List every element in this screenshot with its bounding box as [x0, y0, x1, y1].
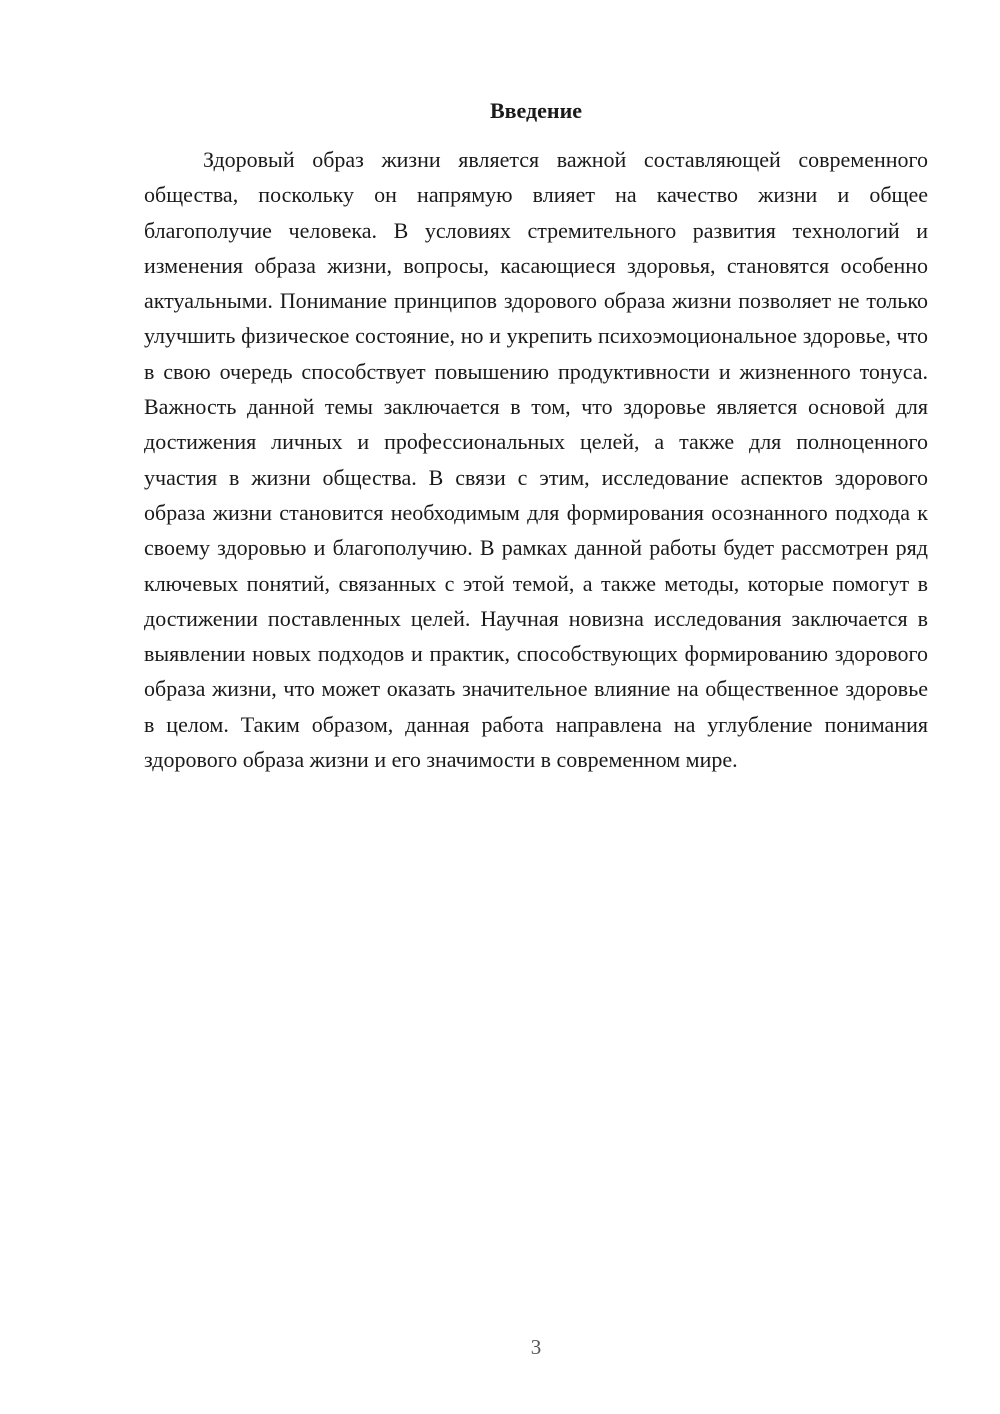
introduction-paragraph: Здоровый образ жизни является важной составляющей современного общества, поскольку он напрямую влияет на качество жизни и общее благополучие человека. В условиях стремительного развития технологий и изменения образа жизни, вопросы, касающиеся здоровья, становятся особенно актуальными. Понимание принципов здорового образа жизни позволяет не только улучшить физическое состояние, но и укрепить психоэмоциональное здоровье, что в свою очередь способствует повышению продуктивности и жизненного тонуса. Важность данной темы заключается в том, что здоровье является основой для достижения личных и профессиональных целей, а также для полноценного участия в жизни общества. В связи с этим, исследование аспектов здорового образа жизни становится необходимым для формирования осознанного подхода к своему здоровью и благополучию. В рамках данной работы будет рассмотрен ряд ключевых понятий, связанных с этой темой, а также методы, которые помогут в достижении поставленных целей. Научная новизна исследования заключается в выявлении новых подходов и практик, способствующих формированию здорового образа жизни, что может оказать значительное влияние на общественное здоровье в целом. Таким образом, данная работа направлена на углубление понимания здорового образа жизни и его значимости в современном мире. [144, 147, 928, 773]
section-heading: Введение [489, 98, 583, 123]
page-number: 3 [530, 1335, 542, 1359]
